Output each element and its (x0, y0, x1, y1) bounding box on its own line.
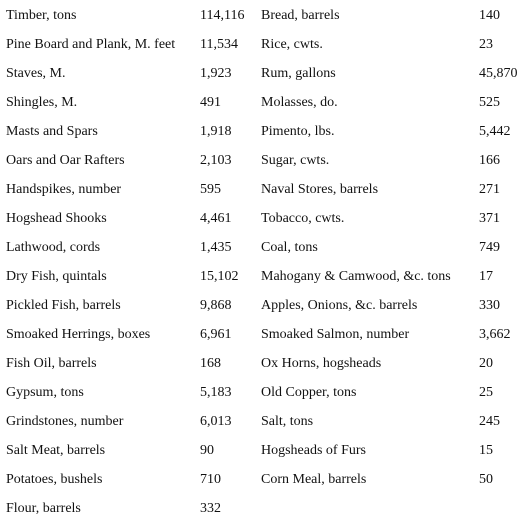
quantity-value: 595 (200, 182, 221, 197)
item-label: Bread, barrels (261, 8, 340, 23)
item-label: Timber, tons (6, 8, 77, 23)
item-label: Tobacco, cwts. (261, 211, 345, 226)
quantity-value: 525 (479, 95, 500, 110)
table-row (0, 354, 528, 374)
item-label: Apples, Onions, &c. barrels (261, 298, 418, 313)
item-label: Masts and Spars (6, 124, 98, 139)
item-label: Smoaked Herrings, boxes (6, 327, 151, 342)
item-label: Coal, tons (261, 240, 318, 255)
item-label: Sugar, cwts. (261, 153, 330, 168)
item-label: Rice, cwts. (261, 37, 323, 52)
quantity-value: 114,116 (200, 8, 245, 23)
item-label: Oars and Oar Rafters (6, 153, 125, 168)
quantity-value: 245 (479, 414, 500, 429)
quantity-value: 166 (479, 153, 500, 168)
quantity-value: 491 (200, 95, 221, 110)
quantity-value: 2,103 (200, 153, 232, 168)
quantity-value: 11,534 (200, 37, 238, 52)
quantity-value: 6,013 (200, 414, 232, 429)
item-label: Shingles, M. (6, 95, 78, 110)
quantity-value: 168 (200, 356, 221, 371)
table-row (0, 499, 528, 519)
table-row (0, 441, 528, 461)
quantity-value: 50 (479, 472, 493, 487)
table-row (0, 383, 528, 403)
table-row (0, 180, 528, 200)
quantity-value: 5,442 (479, 124, 511, 139)
item-label: Molasses, do. (261, 95, 338, 110)
item-label: Fish Oil, barrels (6, 356, 97, 371)
table-row (0, 35, 528, 55)
item-label: Pickled Fish, barrels (6, 298, 121, 313)
quantity-value: 6,961 (200, 327, 232, 342)
table-row (0, 470, 528, 490)
quantity-value: 90 (200, 443, 214, 458)
item-label: Grindstones, number (6, 414, 124, 429)
quantity-value: 23 (479, 37, 493, 52)
item-label: Hogshead Shooks (6, 211, 107, 226)
quantity-value: 15,102 (200, 269, 239, 284)
item-label: Lathwood, cords (6, 240, 101, 255)
quantity-value: 45,870 (479, 66, 518, 81)
quantity-value: 1,435 (200, 240, 232, 255)
quantity-value: 20 (479, 356, 493, 371)
item-label: Pine Board and Plank, M. feet (6, 37, 176, 52)
quantity-value: 271 (479, 182, 500, 197)
item-label: Potatoes, bushels (6, 472, 103, 487)
item-label: Naval Stores, barrels (261, 182, 379, 197)
quantity-value: 9,868 (200, 298, 232, 313)
quantity-value: 1,923 (200, 66, 232, 81)
table-row (0, 238, 528, 258)
item-label: Salt, tons (261, 414, 314, 429)
item-label: Handspikes, number (6, 182, 122, 197)
item-label: Salt Meat, barrels (6, 443, 106, 458)
table-row (0, 151, 528, 171)
quantity-value: 5,183 (200, 385, 232, 400)
table-row (0, 122, 528, 142)
item-label: Dry Fish, quintals (6, 269, 107, 284)
item-label: Mahogany & Camwood, &c. tons (261, 269, 451, 284)
quantity-value: 15 (479, 443, 493, 458)
item-label: Ox Horns, hogsheads (261, 356, 382, 371)
table-row (0, 412, 528, 432)
quantity-value: 25 (479, 385, 493, 400)
table-row (0, 64, 528, 84)
quantity-value: 4,461 (200, 211, 232, 226)
table-row (0, 6, 528, 26)
quantity-value: 3,662 (479, 327, 511, 342)
item-label: Staves, M. (6, 66, 66, 81)
quantity-value: 749 (479, 240, 500, 255)
table-row (0, 325, 528, 345)
item-label: Pimento, lbs. (261, 124, 335, 139)
item-label: Flour, barrels (6, 501, 81, 516)
item-label: Hogsheads of Furs (261, 443, 366, 458)
quantity-value: 371 (479, 211, 500, 226)
table-row (0, 267, 528, 287)
item-label: Old Copper, tons (261, 385, 357, 400)
quantity-value: 140 (479, 8, 500, 23)
table-row (0, 296, 528, 316)
table-row (0, 93, 528, 113)
quantity-value: 17 (479, 269, 493, 284)
quantity-value: 332 (200, 501, 221, 516)
item-label: Corn Meal, barrels (261, 472, 367, 487)
quantity-value: 1,918 (200, 124, 232, 139)
item-label: Rum, gallons (261, 66, 336, 81)
item-label: Smoaked Salmon, number (261, 327, 410, 342)
table-row (0, 209, 528, 229)
item-label: Gypsum, tons (6, 385, 84, 400)
quantity-value: 330 (479, 298, 500, 313)
quantity-value: 710 (200, 472, 221, 487)
